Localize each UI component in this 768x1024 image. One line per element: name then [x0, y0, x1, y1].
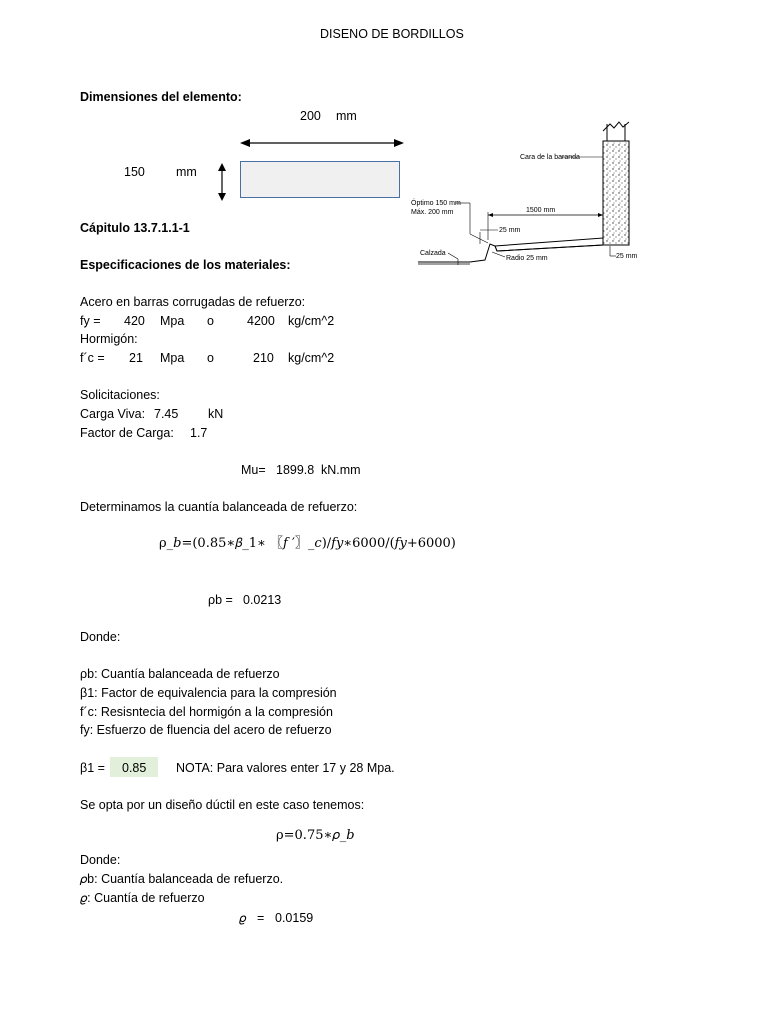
- label-25b: 25 mm: [616, 253, 638, 260]
- where-item-beta1: β1: Factor de equivalencia para la compresión: [80, 686, 337, 700]
- beta1-value: 0.85: [122, 761, 147, 775]
- where2-item-rho: 𝜚: Cuantía de refuerzo: [80, 891, 205, 905]
- fy-alt-value: 4200: [247, 314, 275, 328]
- live-load-unit: kN: [208, 407, 224, 421]
- steel-label: Acero en barras corrugadas de refuerzo:: [80, 295, 306, 309]
- chapter-heading: Cápitulo 13.7.1.1-1: [80, 221, 190, 235]
- fy-alt-unit: kg/cm^2: [288, 314, 335, 328]
- label-face: Cara de la baranda: [520, 154, 580, 161]
- mu-value: 1899.8: [276, 463, 315, 477]
- beta1-label: β1 =: [80, 761, 105, 775]
- fy-label: fy =: [80, 314, 101, 328]
- fc-alt-unit: kg/cm^2: [288, 351, 335, 365]
- where-item-rho-b: ρb: Cuantía balanceada de refuerzo: [80, 667, 280, 681]
- balanced-heading: Determinamos la cuantía balanceada de refuerzo:: [80, 500, 358, 514]
- page-title: DISENO DE BORDILLOS: [320, 27, 464, 41]
- rho-label: 𝜚: [239, 911, 247, 925]
- where-heading-2: Donde:: [80, 853, 121, 867]
- rho-b-value: 0.0213: [243, 593, 282, 607]
- fy-unit: Mpa: [160, 314, 185, 328]
- fc-label: f´c =: [80, 351, 105, 365]
- materials-heading: Especificaciones de los materiales:: [80, 258, 291, 272]
- where2-item-rho-b: 𝜌b: Cuantía balanceada de refuerzo.: [80, 872, 284, 886]
- rho-b-label: ρb =: [208, 593, 233, 607]
- formula-rho-b: ρ_𝑏=(0.85∗𝛽_1∗ 〖𝑓 ′〗_𝑐)/𝑓𝑦∗6000/(𝑓𝑦+6000): [159, 536, 456, 551]
- where-heading-1: Donde:: [80, 630, 121, 644]
- beta1-note: NOTA: Para valores enter 17 y 28 Mpa.: [176, 761, 395, 775]
- formula-rho: ρ=0.75∗𝜌_𝑏: [276, 828, 355, 843]
- load-factor-label: Factor de Carga:: [80, 426, 174, 440]
- rho-eq: =: [257, 911, 265, 925]
- ductile-heading: Se opta por un diseño dúctil en este caso tenemos:: [80, 798, 365, 812]
- where-item-fc: f´c: Resisntecia del hormigón a la compresión: [80, 705, 333, 719]
- fc-or: o: [207, 351, 214, 365]
- rho-value: 0.0159: [275, 911, 314, 925]
- label-max: Máx. 200 mm: [411, 209, 454, 216]
- fc-unit: Mpa: [160, 351, 185, 365]
- width-value: 200: [300, 109, 321, 123]
- label-radio: Radio 25 mm: [506, 255, 548, 262]
- height-unit: mm: [176, 165, 197, 179]
- mu-label: Mu=: [241, 463, 266, 477]
- loads-heading: Solicitaciones:: [80, 388, 160, 402]
- label-1500: 1500 mm: [526, 207, 556, 214]
- live-load-value: 7.45: [154, 407, 179, 421]
- label-optimum: Óptimo 150 mm: [411, 200, 461, 207]
- fc-alt-value: 210: [253, 351, 274, 365]
- fy-or: o: [207, 314, 214, 328]
- label-calzada: Calzada: [420, 250, 446, 257]
- where-item-fy: fy: Esfuerzo de fluencia del acero de refuerzo: [80, 723, 332, 737]
- fc-value: 21: [129, 351, 143, 365]
- live-load-label: Carga Viva:: [80, 407, 146, 421]
- height-value: 150: [124, 165, 145, 179]
- fy-value: 420: [124, 314, 145, 328]
- concrete-label: Hormigón:: [80, 332, 138, 346]
- dimensions-heading: Dimensiones del elemento:: [80, 90, 242, 104]
- mu-unit: kN.mm: [321, 463, 361, 477]
- label-25a: 25 mm: [499, 227, 521, 234]
- load-factor-value: 1.7: [190, 426, 208, 440]
- width-unit: mm: [336, 109, 357, 123]
